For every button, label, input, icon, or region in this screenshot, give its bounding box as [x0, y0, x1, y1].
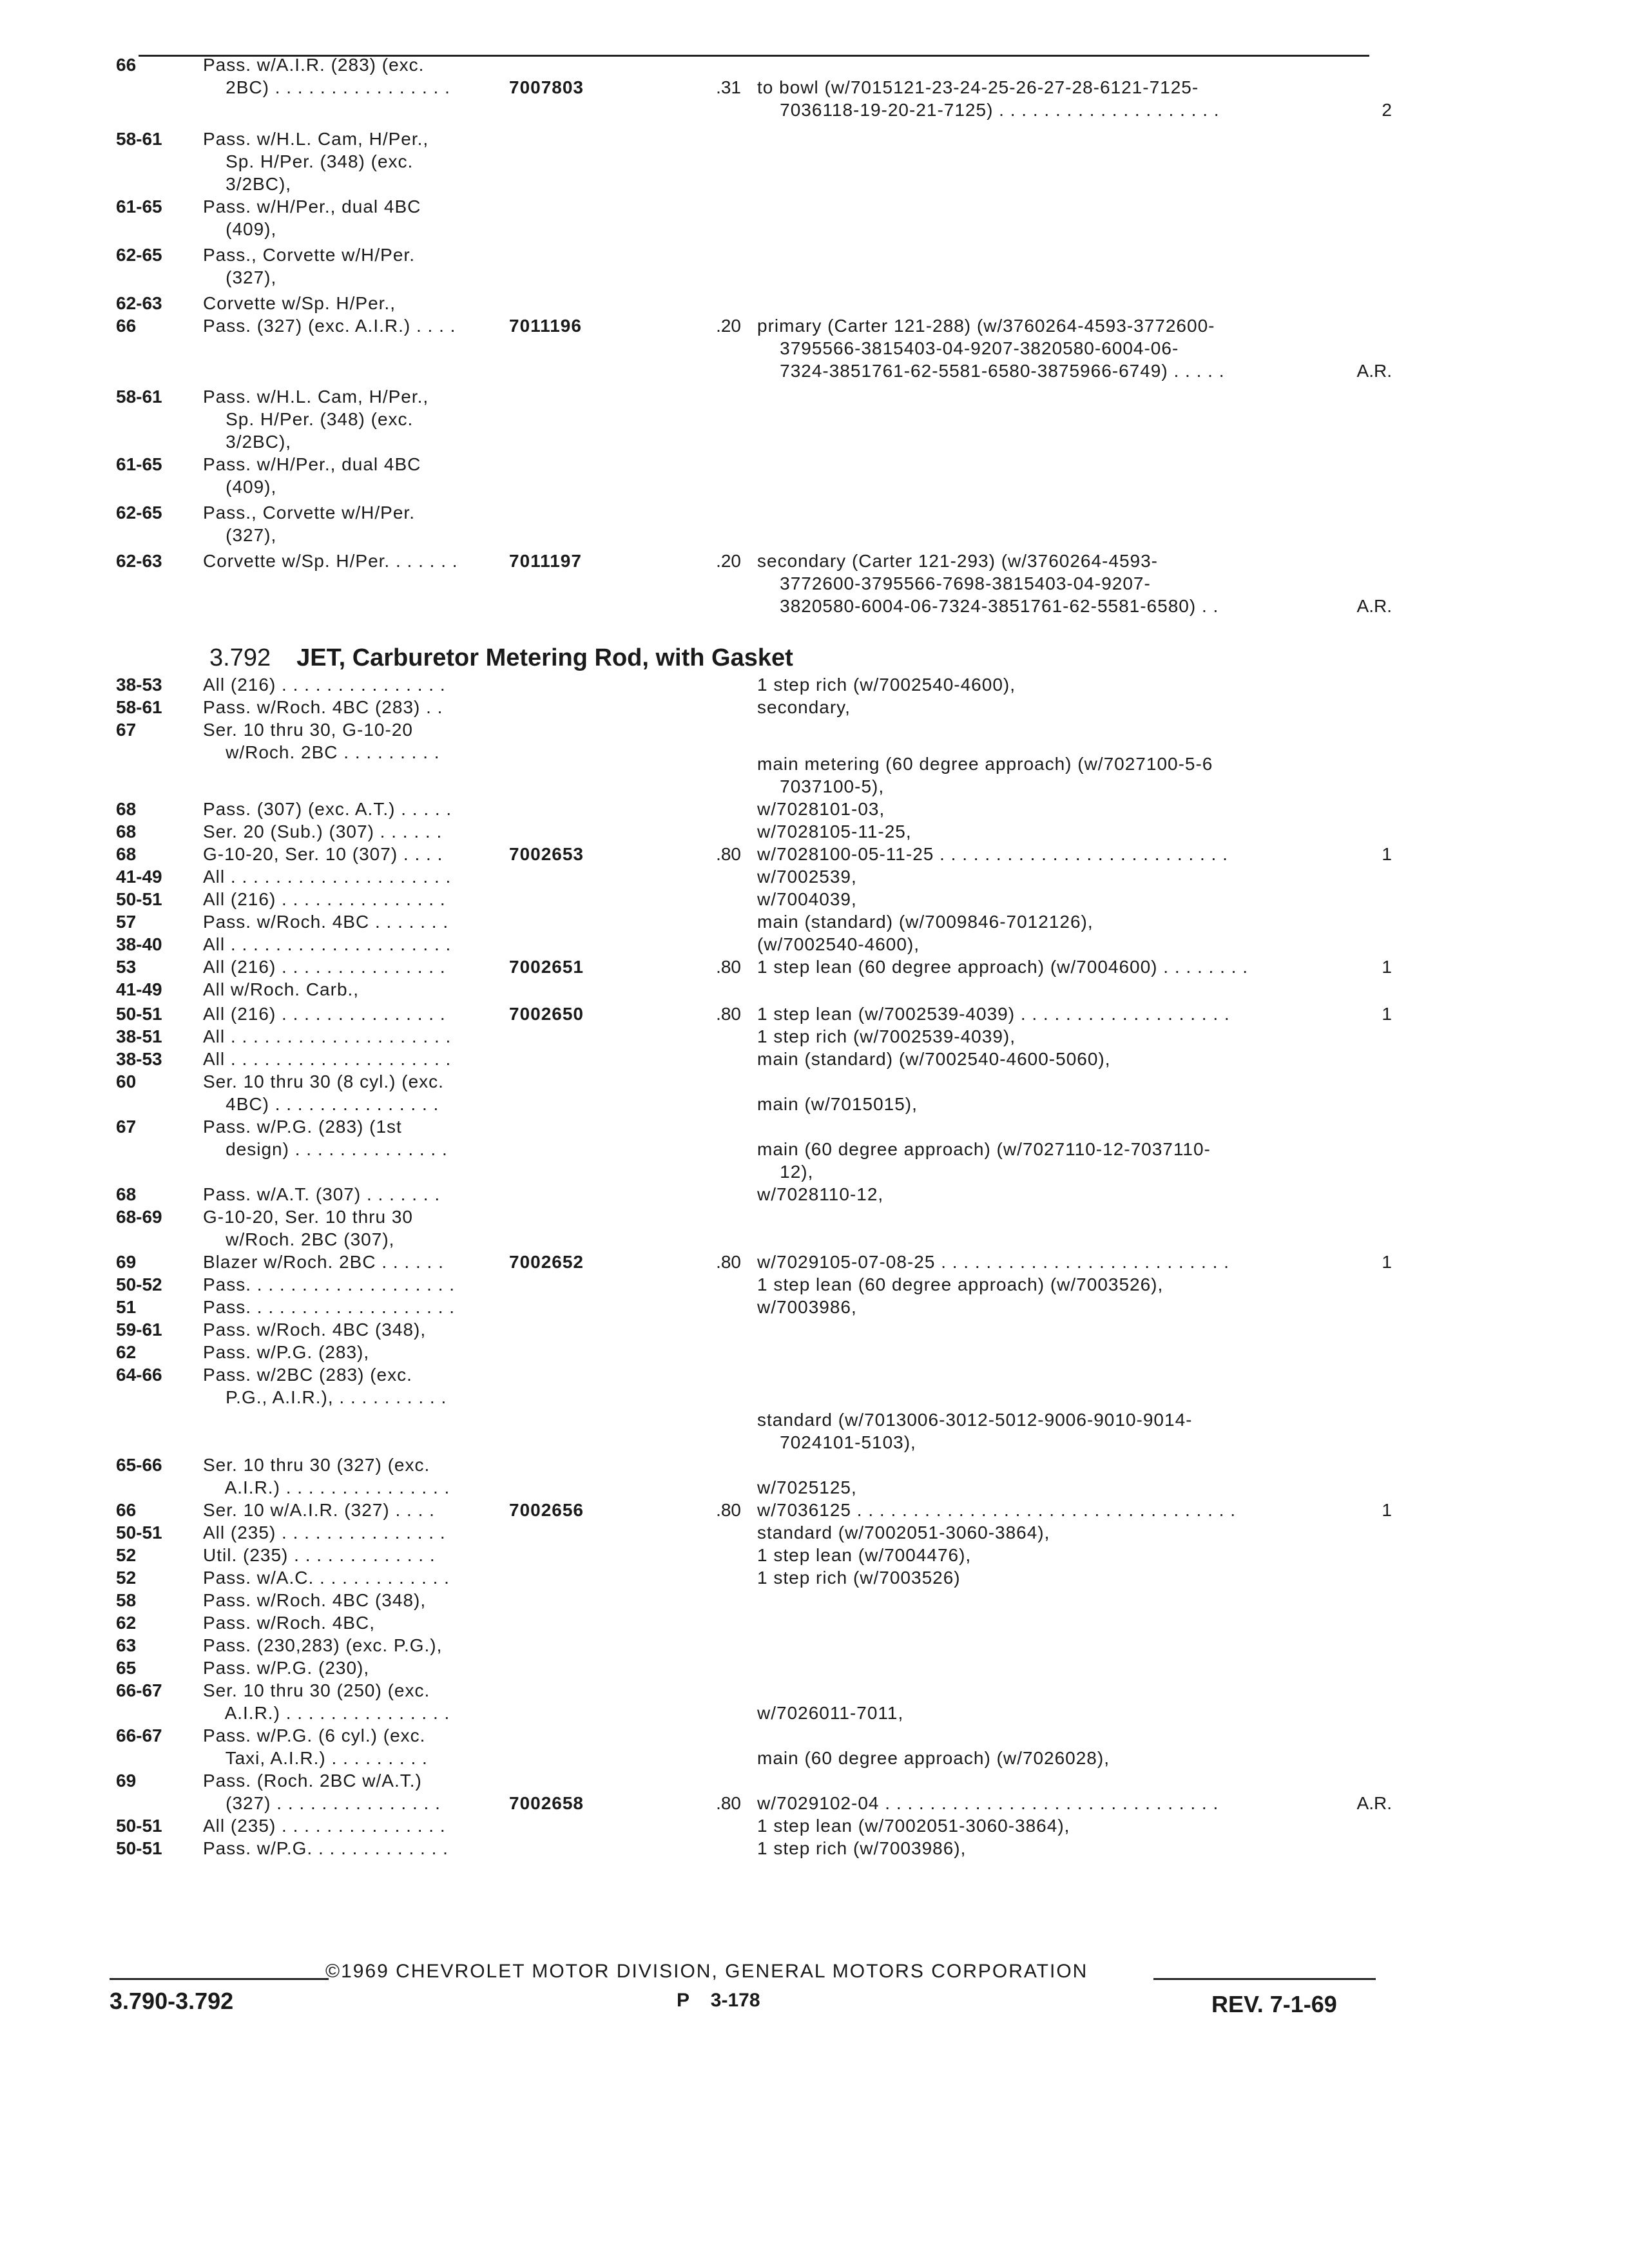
footer-copyright: ©1969 CHEVROLET MOTOR DIVISION, GENERAL MOTORS CORPORATION: [325, 1961, 1088, 1982]
notes: main (standard) (w/7009846-7012126),: [757, 912, 1094, 932]
notes: w/7025125,: [757, 1477, 857, 1497]
notes: 1 step rich (w/7003986),: [757, 1838, 967, 1858]
notes: secondary (Carter 121-293) (w/3760264-4593-: [757, 551, 1158, 571]
application-description: All . . . . . . . . . . . . . . . . . . . .: [203, 1026, 452, 1046]
application-description: Blazer w/Roch. 2BC . . . . . .: [203, 1252, 444, 1272]
year-range: 61-65: [116, 454, 162, 474]
year-range: 62-65: [116, 245, 162, 265]
notes: 3820580-6004-06-7324-3851761-62-5581-6580) . .: [757, 596, 1219, 616]
footer-revision: REV. 7-1-69: [1211, 1991, 1337, 2017]
year-range: 50-52: [116, 1274, 162, 1294]
application-description: Pass. w/Roch. 4BC (283) . .: [203, 697, 443, 717]
year-range: 51: [116, 1297, 137, 1317]
year-range: 62-63: [116, 293, 162, 313]
application-description: Pass. . . . . . . . . . . . . . . . . . .: [203, 1274, 456, 1294]
year-range: 62: [116, 1613, 137, 1633]
application-description: Taxi, A.I.R.) . . . . . . . . .: [203, 1748, 428, 1768]
year-range: 61-65: [116, 197, 162, 216]
notes: 1 step lean (60 degree approach) (w/7003526),: [757, 1274, 1164, 1294]
year-range: 66-67: [116, 1725, 162, 1745]
notes: (w/7002540-4600),: [757, 934, 920, 954]
application-description: Pass. w/P.G. (6 cyl.) (exc.: [203, 1725, 426, 1745]
year-range: 58-61: [116, 697, 162, 717]
application-description: G-10-20, Ser. 10 thru 30: [203, 1207, 413, 1227]
year-range: 68: [116, 799, 137, 819]
application-description: All (235) . . . . . . . . . . . . . . .: [203, 1816, 446, 1836]
part-number: 7002658: [509, 1793, 584, 1813]
notes: w/7004039,: [757, 889, 857, 909]
year-range: 67: [116, 1117, 137, 1137]
quantity: A.R.: [1356, 1793, 1392, 1813]
year-range: 38-51: [116, 1026, 162, 1046]
application-description: Pass. (Roch. 2BC w/A.T.): [203, 1771, 422, 1791]
notes: 1 step lean (w/7004476),: [757, 1545, 972, 1565]
notes: to bowl (w/7015121-23-24-25-26-27-28-6121-7125-: [757, 77, 1199, 97]
price: .20: [716, 551, 741, 571]
year-range: 69: [116, 1771, 137, 1791]
application-description: Ser. 10 thru 30 (250) (exc.: [203, 1680, 430, 1700]
year-range: 58-61: [116, 129, 162, 149]
notes: w/7028105-11-25,: [757, 822, 912, 841]
application-description: Pass. w/P.G. (230),: [203, 1658, 370, 1678]
part-number: 7002656: [509, 1500, 584, 1520]
year-range: 41-49: [116, 867, 162, 887]
application-description: 2BC) . . . . . . . . . . . . . . . .: [203, 77, 450, 97]
section-title: JET, Carburetor Metering Rod, with Gasket: [296, 644, 793, 671]
year-range: 68-69: [116, 1207, 162, 1227]
application-description: Ser. 10 thru 30, G-10-20: [203, 720, 413, 740]
year-range: 66-67: [116, 1680, 162, 1700]
quantity: 1: [1382, 1500, 1392, 1520]
application-description: (327) . . . . . . . . . . . . . . .: [203, 1793, 441, 1813]
notes: standard (w/7013006-3012-5012-9006-9010-9014-: [757, 1410, 1193, 1430]
notes: w/7029102-04 . . . . . . . . . . . . . . . . . . . . . . . . . . . . . .: [757, 1793, 1219, 1813]
notes: 7024101-5103),: [757, 1432, 916, 1452]
application-description: Pass. w/H/Per., dual 4BC: [203, 197, 421, 216]
year-range: 50-51: [116, 1523, 162, 1542]
year-range: 68: [116, 1184, 137, 1204]
price: .80: [716, 1252, 741, 1272]
year-range: 53: [116, 957, 137, 977]
application-description: P.G., A.I.R.), . . . . . . . . . .: [203, 1387, 447, 1407]
application-description: Pass. (307) (exc. A.T.) . . . . .: [203, 799, 452, 819]
notes: w/7029105-07-08-25 . . . . . . . . . . . . . . . . . . . . . . . . . .: [757, 1252, 1229, 1272]
price: .80: [716, 1500, 741, 1520]
price: .80: [716, 957, 741, 977]
quantity: 1: [1382, 1004, 1392, 1024]
notes: 1 step rich (w/7002540-4600),: [757, 675, 1016, 695]
year-range: 68: [116, 822, 137, 841]
part-number: 7002653: [509, 844, 584, 864]
notes: w/7028101-03,: [757, 799, 885, 819]
application-description: Sp. H/Per. (348) (exc.: [203, 409, 414, 429]
part-number: 7002650: [509, 1004, 584, 1024]
price: .80: [716, 1004, 741, 1024]
application-description: Ser. 10 thru 30 (8 cyl.) (exc.: [203, 1072, 444, 1091]
application-description: (327),: [203, 525, 277, 545]
year-range: 66: [116, 1500, 137, 1520]
application-description: All . . . . . . . . . . . . . . . . . . . .: [203, 934, 452, 954]
notes: main (60 degree approach) (w/7027110-12-7037110-: [757, 1139, 1211, 1159]
application-description: 3/2BC),: [203, 432, 292, 452]
application-description: All (216) . . . . . . . . . . . . . . .: [203, 1004, 446, 1024]
notes: secondary,: [757, 697, 851, 717]
year-range: 65-66: [116, 1455, 162, 1475]
application-description: Ser. 20 (Sub.) (307) . . . . . .: [203, 822, 443, 841]
application-description: Pass. w/H.L. Cam, H/Per.,: [203, 129, 429, 149]
application-description: 3/2BC),: [203, 174, 292, 194]
application-description: A.I.R.) . . . . . . . . . . . . . . .: [203, 1703, 450, 1723]
application-description: Pass. w/H.L. Cam, H/Per.,: [203, 387, 429, 407]
application-description: Pass. w/2BC (283) (exc.: [203, 1365, 412, 1385]
quantity: 1: [1382, 1252, 1392, 1272]
year-range: 62-63: [116, 551, 162, 571]
year-range: 58-61: [116, 387, 162, 407]
application-description: Pass. w/Roch. 4BC (348),: [203, 1320, 427, 1340]
notes: standard (w/7002051-3060-3864),: [757, 1523, 1050, 1542]
footer-rule-right: [1153, 1978, 1376, 1980]
application-description: All . . . . . . . . . . . . . . . . . . . .: [203, 867, 452, 887]
year-range: 66: [116, 316, 137, 336]
application-description: Pass. w/H/Per., dual 4BC: [203, 454, 421, 474]
application-description: Pass. w/Roch. 4BC . . . . . . .: [203, 912, 449, 932]
notes: 7036118-19-20-21-7125) . . . . . . . . . . . . . . . . . . . .: [757, 100, 1220, 120]
notes: 12),: [757, 1162, 814, 1182]
year-range: 50-51: [116, 1838, 162, 1858]
application-description: Ser. 10 thru 30 (327) (exc.: [203, 1455, 430, 1475]
year-range: 69: [116, 1252, 137, 1272]
year-range: 59-61: [116, 1320, 162, 1340]
notes: w/7036125 . . . . . . . . . . . . . . . . . . . . . . . . . . . . . . . . . .: [757, 1500, 1236, 1520]
application-description: G-10-20, Ser. 10 (307) . . . .: [203, 844, 443, 864]
application-description: Util. (235) . . . . . . . . . . . . .: [203, 1545, 436, 1565]
application-description: Pass. w/P.G. . . . . . . . . . . . .: [203, 1838, 448, 1858]
year-range: 58: [116, 1590, 137, 1610]
notes: 3795566-3815403-04-9207-3820580-6004-06-: [757, 338, 1179, 358]
notes: 3772600-3795566-7698-3815403-04-9207-: [757, 573, 1151, 593]
price: .31: [716, 77, 741, 97]
footer-page-number: P 3-178: [677, 1990, 760, 2011]
notes: main (w/7015015),: [757, 1094, 918, 1114]
year-range: 41-49: [116, 979, 162, 999]
notes: primary (Carter 121-288) (w/3760264-4593-3772600-: [757, 316, 1215, 336]
application-description: Pass. w/Roch. 4BC,: [203, 1613, 375, 1633]
part-number: 7011197: [509, 551, 582, 571]
application-description: Pass. w/P.G. (283),: [203, 1342, 370, 1362]
year-range: 50-51: [116, 889, 162, 909]
year-range: 65: [116, 1658, 137, 1678]
year-range: 52: [116, 1545, 137, 1565]
year-range: 64-66: [116, 1365, 162, 1385]
application-description: w/Roch. 2BC (307),: [203, 1229, 395, 1249]
notes: 1 step lean (w/7002051-3060-3864),: [757, 1816, 1070, 1836]
application-description: (327),: [203, 267, 277, 287]
year-range: 62-65: [116, 503, 162, 523]
notes: w/7028100-05-11-25 . . . . . . . . . . . . . . . . . . . . . . . . . .: [757, 844, 1228, 864]
application-description: All (216) . . . . . . . . . . . . . . .: [203, 889, 446, 909]
notes: w/7026011-7011,: [757, 1703, 904, 1723]
notes: w/7002539,: [757, 867, 857, 887]
year-range: 68: [116, 844, 137, 864]
application-description: All . . . . . . . . . . . . . . . . . . . .: [203, 1049, 452, 1069]
notes: main metering (60 degree approach) (w/7027100-5-6: [757, 754, 1213, 774]
application-description: All (235) . . . . . . . . . . . . . . .: [203, 1523, 446, 1542]
application-description: Corvette w/Sp. H/Per.,: [203, 293, 396, 313]
year-range: 38-53: [116, 675, 162, 695]
application-description: All (216) . . . . . . . . . . . . . . .: [203, 675, 446, 695]
notes: 1 step lean (w/7002539-4039) . . . . . . . . . . . . . . . . . . .: [757, 1004, 1230, 1024]
application-description: (409),: [203, 477, 277, 497]
price: .80: [716, 844, 741, 864]
footer-rule-left: [110, 1978, 329, 1980]
application-description: Pass. w/P.G. (283) (1st: [203, 1117, 402, 1137]
notes: 1 step rich (w/7003526): [757, 1568, 961, 1588]
year-range: 62: [116, 1342, 137, 1362]
part-number: 7011196: [509, 316, 582, 336]
application-description: Pass., Corvette w/H/Per.: [203, 503, 415, 523]
year-range: 67: [116, 720, 137, 740]
application-description: All w/Roch. Carb.,: [203, 979, 360, 999]
year-range: 50-51: [116, 1004, 162, 1024]
part-number: 7002651: [509, 957, 584, 977]
application-description: 4BC) . . . . . . . . . . . . . . .: [203, 1094, 439, 1114]
application-description: Pass., Corvette w/H/Per.: [203, 245, 415, 265]
part-number: 7007803: [509, 77, 584, 97]
application-description: Sp. H/Per. (348) (exc.: [203, 151, 414, 171]
section-number: 3.792: [209, 644, 271, 671]
application-description: w/Roch. 2BC . . . . . . . . .: [203, 742, 440, 762]
notes: 1 step rich (w/7002539-4039),: [757, 1026, 1016, 1046]
footer-section-range: 3.790-3.792: [110, 1988, 234, 2014]
notes: main (standard) (w/7002540-4600-5060),: [757, 1049, 1111, 1069]
quantity: 1: [1382, 844, 1392, 864]
application-description: Pass. w/A.I.R. (283) (exc.: [203, 55, 425, 75]
application-description: design) . . . . . . . . . . . . . .: [203, 1139, 448, 1159]
year-range: 38-53: [116, 1049, 162, 1069]
application-description: Pass. (327) (exc. A.I.R.) . . . .: [203, 316, 456, 336]
year-range: 66: [116, 55, 137, 75]
notes: main (60 degree approach) (w/7026028),: [757, 1748, 1110, 1768]
year-range: 60: [116, 1072, 137, 1091]
year-range: 57: [116, 912, 137, 932]
application-description: Pass. (230,283) (exc. P.G.),: [203, 1635, 443, 1655]
notes: 1 step lean (60 degree approach) (w/7004600) . . . . . . . .: [757, 957, 1248, 977]
year-range: 63: [116, 1635, 137, 1655]
notes: 7324-3851761-62-5581-6580-3875966-6749) . . . . .: [757, 361, 1225, 381]
part-number: 7002652: [509, 1252, 584, 1272]
application-description: (409),: [203, 219, 277, 239]
quantity: 2: [1382, 100, 1392, 120]
application-description: A.I.R.) . . . . . . . . . . . . . . .: [203, 1477, 450, 1497]
notes: 7037100-5),: [757, 776, 885, 796]
application-description: Ser. 10 w/A.I.R. (327) . . . .: [203, 1500, 435, 1520]
application-description: Pass. w/Roch. 4BC (348),: [203, 1590, 427, 1610]
notes: w/7003986,: [757, 1297, 857, 1317]
application-description: Pass. . . . . . . . . . . . . . . . . . .: [203, 1297, 456, 1317]
application-description: Pass. w/A.T. (307) . . . . . . .: [203, 1184, 441, 1204]
application-description: Corvette w/Sp. H/Per. . . . . . .: [203, 551, 458, 571]
application-description: All (216) . . . . . . . . . . . . . . .: [203, 957, 446, 977]
year-range: 50-51: [116, 1816, 162, 1836]
price: .80: [716, 1793, 741, 1813]
year-range: 52: [116, 1568, 137, 1588]
quantity: A.R.: [1356, 361, 1392, 381]
quantity: 1: [1382, 957, 1392, 977]
application-description: Pass. w/A.C. . . . . . . . . . . . .: [203, 1568, 450, 1588]
notes: w/7028110-12,: [757, 1184, 884, 1204]
quantity: A.R.: [1356, 596, 1392, 616]
price: .20: [716, 316, 741, 336]
section-heading: [209, 644, 793, 672]
year-range: 38-40: [116, 934, 162, 954]
